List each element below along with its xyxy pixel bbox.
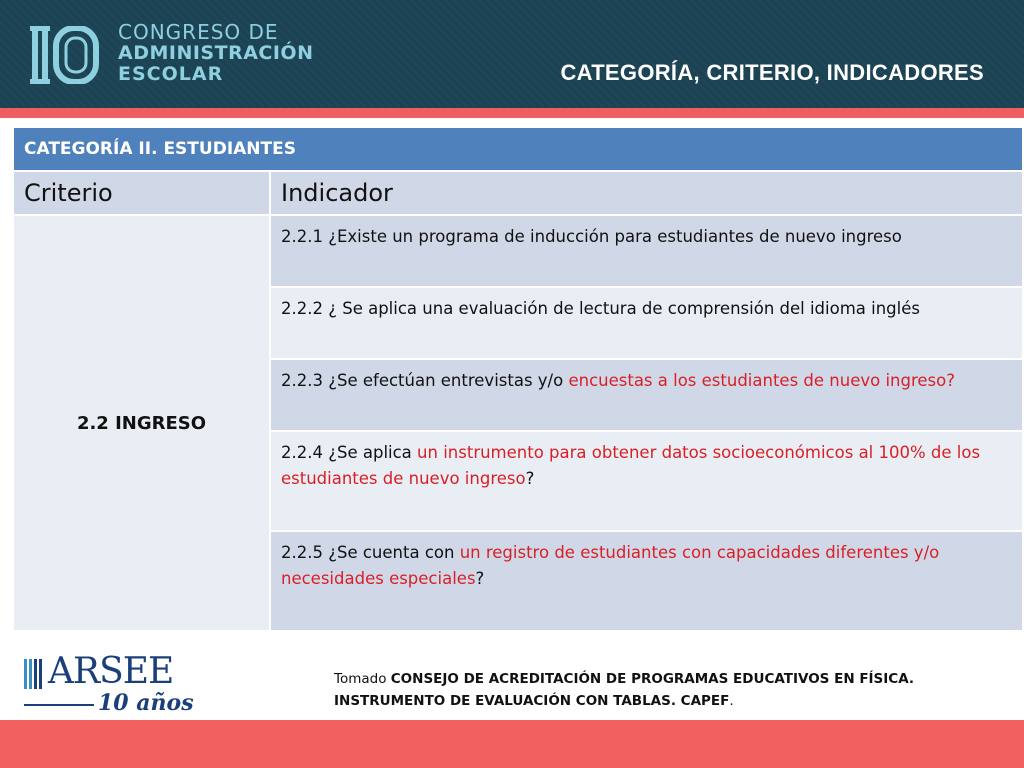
header-banner: [0, 0, 1024, 108]
table-row: [13, 215, 1023, 287]
source-citation: [334, 668, 994, 712]
congress-logo-text: [118, 22, 313, 85]
indicator-highlight: encuestas a los estudiantes de nuevo ingreso?: [568, 371, 955, 390]
indicator-highlight: un instrumento para obtener datos socioeconómicos al 100% de los estudiantes de nuevo ingreso: [281, 443, 981, 488]
page-title: CATEGORÍA, CRITERIO, INDICADORES: [560, 60, 984, 85]
congress-10-logo-icon: [30, 26, 100, 84]
source-title: CONSEJO DE ACREDITACIÓN DE PROGRAMAS EDUCATIVOS EN FÍSICA. INSTRUMENTO DE EVALUACIÓN CON TABLAS. CAPEF: [334, 671, 915, 709]
indicator-text: 2.2.3 ¿Se efectúan entrevistas y/o: [281, 371, 569, 390]
criterio-cell: 2.2 INGRESO: [13, 215, 270, 631]
arsee-logo-text: ARSEE: [48, 651, 174, 692]
indicator-cell-1: [270, 215, 1023, 287]
indicator-text: 2.2.5 ¿Se cuenta con: [281, 543, 460, 562]
indicator-text-end: ?: [525, 469, 535, 488]
header-accent-stripe: [0, 108, 1024, 118]
category-header: CATEGORÍA II. ESTUDIANTES: [13, 127, 1023, 171]
indicator-cell-2: [270, 287, 1023, 359]
column-header-criterio: Criterio: [13, 171, 270, 215]
criteria-table: [12, 126, 1024, 632]
source-suffix: .: [729, 693, 734, 709]
indicator-text: 2.2.4 ¿Se aplica: [281, 443, 418, 462]
indicator-cell-3: [270, 359, 1023, 431]
category-row: [13, 127, 1023, 171]
indicator-cell-5: [270, 531, 1023, 631]
indicator-text-end: ?: [475, 569, 485, 588]
column-header-indicador: Indicador: [270, 171, 1023, 215]
column-header-row: [13, 171, 1023, 215]
indicator-text: 2.2.2 ¿ Se aplica una evaluación de lectura de comprensión del idioma inglés: [281, 299, 920, 318]
logo-line-1: CONGRESO DE: [118, 20, 279, 44]
logo-line-3: ESCOLAR: [118, 63, 224, 85]
logo-line-2: ADMINISTRACIÓN: [118, 42, 314, 64]
indicator-highlight: un registro de estudiantes con capacidades diferentes y/o necesidades especiales: [281, 543, 940, 588]
source-prefix: Tomado: [334, 671, 391, 687]
indicator-cell-4: [270, 431, 1023, 531]
indicator-text: 2.2.1 ¿Existe un programa de inducción para estudiantes de nuevo ingreso: [281, 227, 902, 246]
footer-accent-bar: [0, 720, 1024, 768]
arsee-anos-text: 10 años: [98, 690, 194, 716]
